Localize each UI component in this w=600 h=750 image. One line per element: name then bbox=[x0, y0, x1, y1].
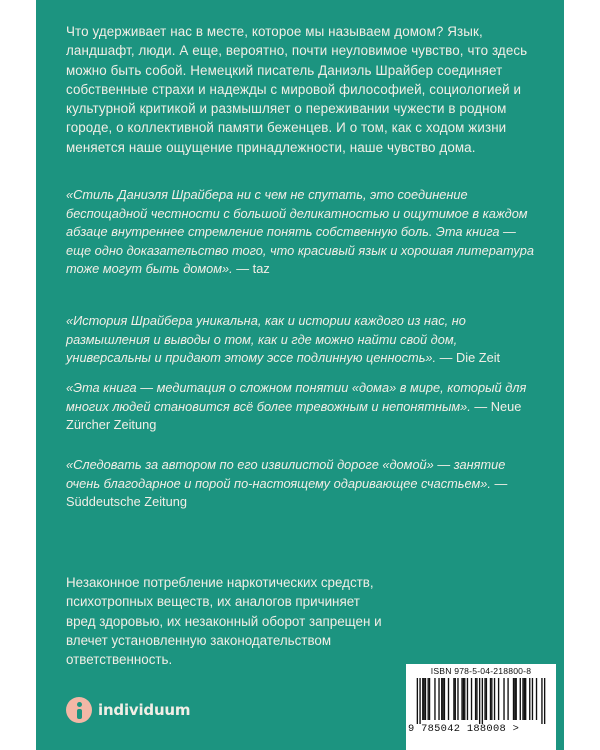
barcode-bar bbox=[422, 678, 423, 720]
barcode-bar bbox=[428, 678, 429, 720]
review-quote bbox=[66, 379, 534, 435]
barcode-bar bbox=[514, 678, 515, 720]
barcode-bar bbox=[417, 678, 418, 724]
barcode-bar bbox=[479, 678, 480, 724]
barcode-bar bbox=[498, 678, 499, 720]
barcode-bar bbox=[471, 678, 472, 720]
barcode-bar bbox=[529, 678, 530, 720]
quote-text: «История Шрайбера уникальна, как и истории каждого из нас, но размышления и выводы о том, как и где можно найти свой дом, универсальны и придают этому эссе подлинную ценность». bbox=[66, 313, 466, 366]
barcode-bar bbox=[455, 678, 456, 720]
barcode-bar bbox=[475, 678, 476, 720]
barcode-bar bbox=[490, 678, 491, 720]
barcode-bar bbox=[482, 678, 483, 724]
quote-text: «Стиль Даниэля Шрайбера ни с чем не спутать, это соединение беспощадной честности с большой деликатностью и ощутимое в каждом абзаце внутреннее стремление понять собственную боль. Эта книга — еще одно доказательство того, что красивый язык и хорошая литература тоже могут быть домом». bbox=[66, 187, 534, 277]
barcode-bar bbox=[461, 678, 462, 720]
barcode-bar bbox=[541, 678, 542, 724]
barcode-bar bbox=[448, 678, 449, 720]
barcode-panel bbox=[406, 664, 556, 750]
barcode-bar bbox=[444, 678, 445, 720]
individuum-logo-icon bbox=[66, 697, 92, 723]
barcode-bar bbox=[425, 678, 426, 720]
barcode-bar bbox=[524, 678, 525, 720]
barcode-bar bbox=[442, 678, 443, 720]
barcode-bar bbox=[429, 678, 430, 720]
barcode-bar bbox=[536, 678, 537, 720]
barcode-bar bbox=[520, 678, 521, 720]
barcode-bar bbox=[457, 678, 458, 720]
barcode-bar bbox=[491, 678, 492, 720]
review-quote bbox=[66, 186, 534, 279]
barcode-bar bbox=[467, 678, 468, 720]
barcode-bar bbox=[419, 678, 420, 724]
barcode-bar bbox=[544, 678, 545, 724]
barcode-bar bbox=[532, 678, 533, 720]
quote-text: «Следовать за автором по его извилистой дороге «домой» — занятие очень благодарное и порой по-настоящему одаривающее счастьем». bbox=[66, 457, 506, 491]
barcode-bar bbox=[484, 678, 485, 720]
isbn-label: ISBN 978-5-04-218800-8 bbox=[430, 666, 532, 676]
barcode-bar bbox=[507, 678, 508, 720]
legal-warning: Незаконное потребление наркотических средств, психотропных веществ, их аналогов причиняет вред здоровью, их незаконный оборот запрещен и влечет установленную законодательством ответственность. bbox=[66, 575, 382, 668]
quote-text: «Эта книга — медитация о сложном понятии «дома» в мире, который для многих людей становится всё более тревожным и непонятным». bbox=[66, 380, 527, 414]
publisher-name: individuum bbox=[98, 701, 191, 719]
barcode-bar bbox=[486, 678, 487, 720]
quote-source: — Die Zeit bbox=[436, 350, 501, 366]
barcode-bar bbox=[463, 678, 464, 720]
barcode-bar bbox=[441, 678, 442, 720]
barcode-bar bbox=[494, 678, 495, 720]
barcode-bar bbox=[423, 678, 424, 720]
barcode-bar bbox=[522, 678, 523, 720]
barcode-bar bbox=[464, 678, 465, 720]
barcode-bar bbox=[513, 678, 514, 720]
barcode-bar bbox=[516, 678, 517, 720]
quote-source: — Neue Zürcher Zeitung bbox=[66, 398, 522, 433]
publisher-logo bbox=[66, 697, 190, 723]
book-description: Что удерживает нас в месте, которое мы называем домом? Язык, ландшафт, люди. А еще, вероятно, почти неуловимое чувство, что здесь можно быть собой. Немецкий писатель Даниэль Шрайбер соединяет собственные страхи и надежды с мировой философией, социологией и культурной критикой и размышляет о переживании чужести в родном городе, о коллективной памяти беженцев. И о том, как с ходом жизни меняется наше ощущение принадлежности, наше чувство дома. bbox=[66, 24, 528, 155]
barcode-bar bbox=[453, 678, 454, 720]
barcode-digits: 9 785042 188008 > bbox=[408, 723, 520, 735]
barcode-bar bbox=[476, 678, 477, 720]
review-quote bbox=[66, 456, 534, 512]
barcode-bar bbox=[438, 678, 439, 720]
barcode-bar bbox=[525, 678, 526, 720]
quote-source: — taz bbox=[232, 261, 270, 277]
barcode-bar bbox=[503, 678, 504, 720]
barcode-icon bbox=[416, 678, 546, 724]
barcode-bar bbox=[434, 678, 435, 720]
review-quote bbox=[66, 312, 534, 368]
quote-source: — Süddeutsche Zeitung bbox=[66, 475, 508, 510]
book-back-cover bbox=[36, 0, 564, 750]
